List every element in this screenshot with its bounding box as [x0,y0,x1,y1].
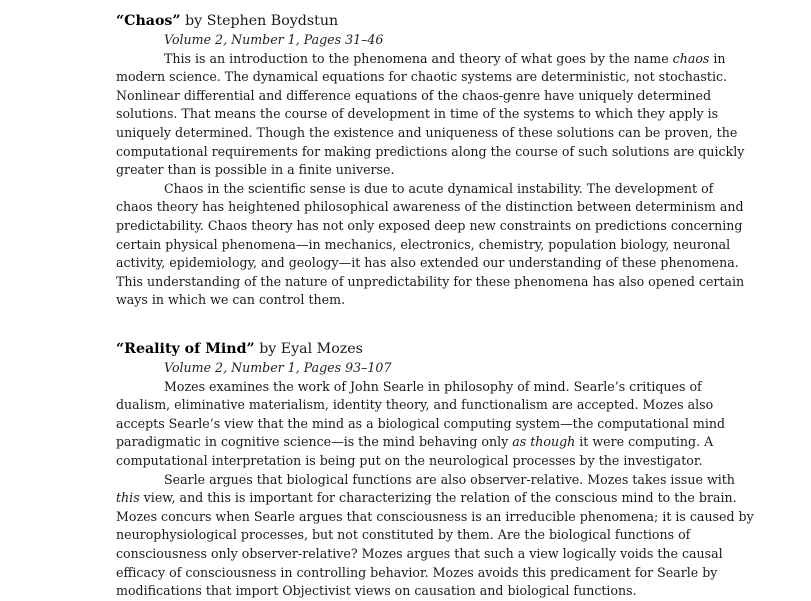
text-line [116,161,706,180]
emphasis-text: chaos [672,50,710,66]
text-line [116,236,731,255]
text-run: efficacy of consciousness in controlling behavior. Mozes avoids this predicament for Searle by [116,564,718,580]
paragraph [116,50,745,180]
text-run: dualism, eliminative materialism, identity theory, and functionalism are accepted. Mozes also [116,397,714,413]
entry-body [116,50,745,310]
text-line [116,582,706,601]
entry-citation: Volume 2, Number 1, Pages 31–46 [164,32,384,47]
text-line [116,68,728,87]
entry-citation: Volume 2, Number 1, Pages 93–107 [164,360,392,375]
text-run: ways in which we can control them. [116,292,346,308]
entry-body [116,378,754,601]
text-run: accepts Searle’s view that the mind as a biological computing system—the computational mind [116,415,726,431]
emphasis-text: as though [512,434,576,450]
text-run: it were computing. A [575,434,714,450]
text-run: Chaos in the scientific sense is due to acute dynamical instability. The development of [164,180,714,196]
entry-reality-of-mind [116,339,754,601]
text-run: Mozes concurs when Searle argues that consciousness is an irreducible phenomena; it is caused by [116,508,754,524]
text-line [116,545,723,564]
text-line [116,105,719,124]
text-line [116,471,735,490]
text-line [116,291,706,310]
text-run: view, and this is important for characterizing the relation of the conscious mind to the brain. [139,490,737,506]
entry-title: “Chaos” [116,13,181,29]
entry-title: “Reality of Mind” [116,341,255,357]
text-line [116,143,745,162]
text-run: computational interpretation is being put on the neurological processes by the investigator. [116,452,703,468]
text-line [116,526,706,545]
text-line [116,452,706,471]
emphasis-text: this [116,490,140,506]
text-run: predictability. Chaos theory has not only exposed deep new constraints on predictions concerning [116,217,743,233]
text-run: Mozes examines the work of John Searle in philosophy of mind. Searle’s critiques of [164,378,702,394]
text-line [116,50,726,69]
text-run: activity, epidemiology, and geology—it has also extended our understanding of these phenomena. [116,255,739,271]
entry-byline: by Stephen Boydstun [180,13,339,29]
entry-heading [116,11,706,31]
text-run: uniquely determined. Though the existence and uniqueness of these solutions can be proven, the [116,124,738,140]
text-line [116,273,745,292]
text-line [116,396,714,415]
entry-byline: by Eyal Mozes [254,341,363,357]
text-run: modern science. The dynamical equations for chaotic systems are deterministic, not stochastic. [116,69,728,85]
paragraph [116,378,726,471]
paragraph [116,180,745,310]
text-line [116,180,714,199]
text-run: This is an introduction to the phenomena and theory of what goes by the name [164,50,673,66]
text-line [116,254,739,273]
text-line [116,489,737,508]
paragraph [116,471,754,601]
text-run: Searle argues that biological functions are also observer-relative. Mozes takes issue with [164,471,735,487]
text-line [116,87,712,106]
text-run: paradigmatic in cognitive science—is the mind behaving only [116,434,513,450]
text-run: solutions. That means the course of development in time of the systems to which they apply is [116,106,719,122]
text-line [116,433,714,452]
text-line [116,217,743,236]
entry-chaos [116,11,745,310]
text-line [116,415,726,434]
text-run: certain physical phenomena—in mechanics, electronics, chemistry, population biology, neuronal [116,236,731,252]
text-run: greater than is possible in a finite universe. [116,162,395,178]
text-run: neurophysiological processes, but not constituted by them. Are the biological functions of [116,527,691,543]
text-run: This understanding of the nature of unpredictability for these phenomena has also opened certain [116,273,745,289]
entry-heading [116,339,706,359]
text-line [116,508,754,527]
text-line [116,564,718,583]
text-line [116,124,738,143]
text-run: in [709,50,726,66]
text-run: chaos theory has heightened philosophical awareness of the distinction between determinism and [116,199,744,215]
text-run: Nonlinear differential and difference equations of the chaos-genre have uniquely determined [116,87,712,103]
text-line [116,198,744,217]
text-run: consciousness only observer-relative? Mozes argues that such a view logically voids the causal [116,545,723,561]
text-line [116,378,706,397]
text-run: modifications that import Objectivist views on causation and biological functions. [116,583,637,599]
text-run: computational requirements for making predictions along the course of such solutions are quickly [116,143,745,159]
